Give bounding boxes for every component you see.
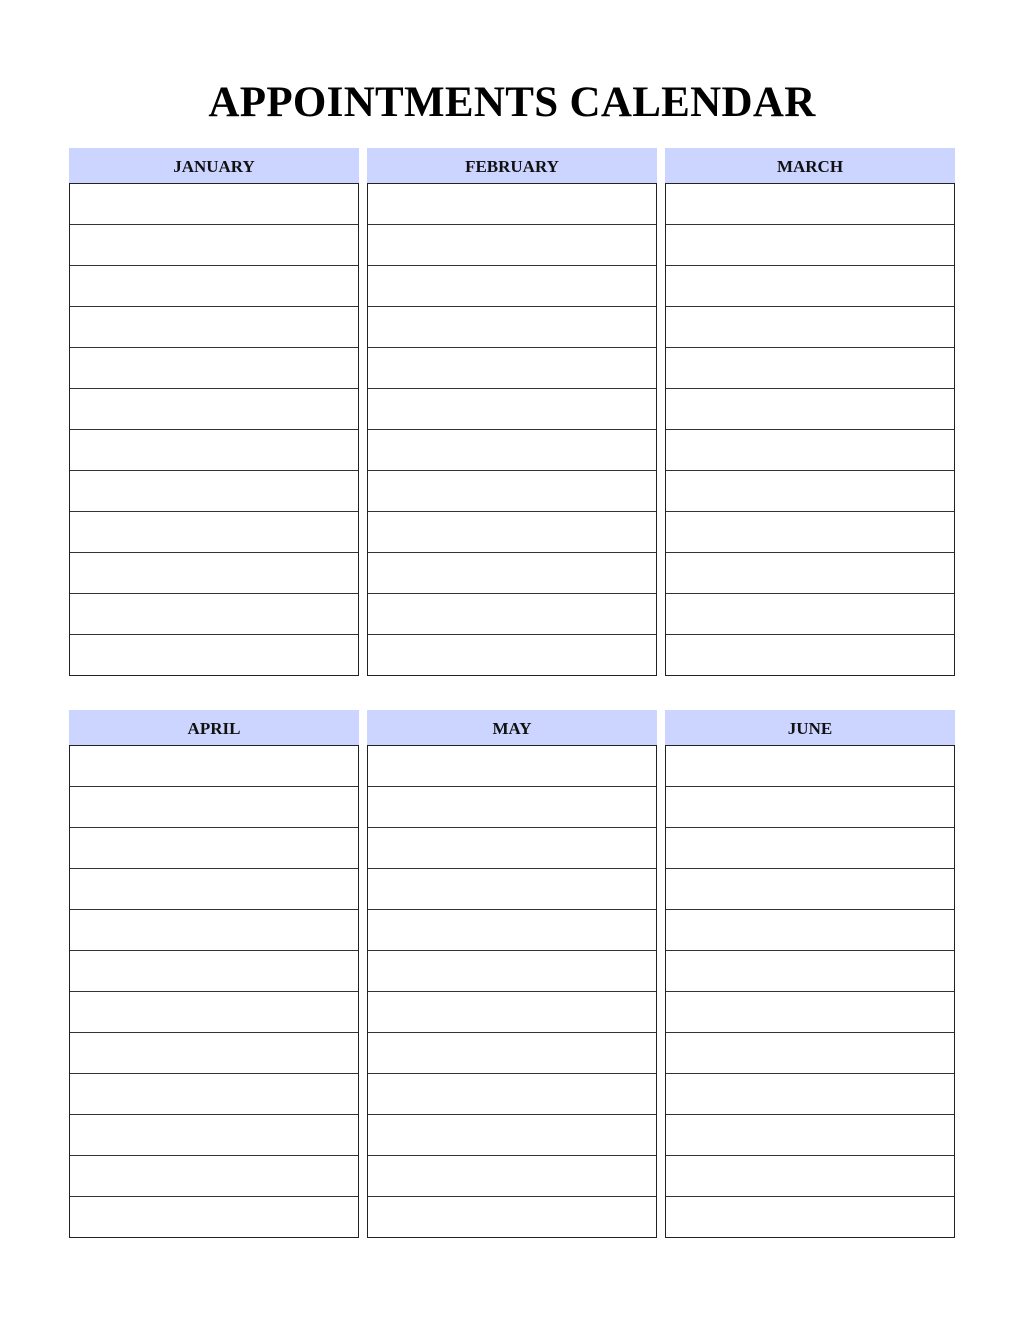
appointment-entry-field[interactable] [70,594,358,635]
month-header: MAY [367,710,657,745]
appointment-entry-field[interactable] [368,910,656,951]
month-february [367,148,657,676]
appointment-entry-field[interactable] [368,992,656,1033]
month-may [367,710,657,1238]
appointment-entry-field[interactable] [368,951,656,992]
appointment-entry-field[interactable] [666,1115,954,1156]
appointment-entry-field[interactable] [70,1156,358,1197]
appointment-rows [665,183,955,676]
appointment-entry-field[interactable] [70,828,358,869]
appointment-entry-field[interactable] [70,1074,358,1115]
appointment-entry-field[interactable] [70,225,358,266]
appointment-entry-field[interactable] [666,992,954,1033]
appointment-entry-field[interactable] [666,512,954,553]
month-header: MARCH [665,148,955,183]
appointment-entry-field[interactable] [368,512,656,553]
appointment-entry-field[interactable] [70,1033,358,1074]
appointment-entry-field[interactable] [70,389,358,430]
month-april [69,710,359,1238]
appointment-entry-field[interactable] [70,471,358,512]
appointment-entry-field[interactable] [666,1197,954,1237]
appointment-entry-field[interactable] [70,512,358,553]
month-header: FEBRUARY [367,148,657,183]
appointment-entry-field[interactable] [368,430,656,471]
appointment-entry-field[interactable] [70,635,358,675]
appointment-entry-field[interactable] [70,266,358,307]
appointment-entry-field[interactable] [368,594,656,635]
appointment-rows [367,745,657,1238]
calendar-block-2 [69,710,955,1238]
appointment-entry-field[interactable] [368,184,656,225]
appointment-entry-field[interactable] [70,430,358,471]
appointment-entry-field[interactable] [666,430,954,471]
appointment-entry-field[interactable] [368,1115,656,1156]
appointment-entry-field[interactable] [368,787,656,828]
appointment-entry-field[interactable] [666,951,954,992]
appointment-entry-field[interactable] [666,1156,954,1197]
appointment-entry-field[interactable] [70,951,358,992]
appointment-entry-field[interactable] [70,746,358,787]
appointment-entry-field[interactable] [666,266,954,307]
appointment-rows [367,183,657,676]
appointment-entry-field[interactable] [368,266,656,307]
appointment-entry-field[interactable] [70,184,358,225]
appointment-entry-field[interactable] [368,1156,656,1197]
appointment-entry-field[interactable] [368,1033,656,1074]
appointment-entry-field[interactable] [70,1197,358,1237]
appointment-entry-field[interactable] [666,1033,954,1074]
month-header: JUNE [665,710,955,745]
appointment-entry-field[interactable] [368,746,656,787]
appointment-entry-field[interactable] [368,307,656,348]
appointment-entry-field[interactable] [666,184,954,225]
appointment-entry-field[interactable] [666,910,954,951]
appointment-entry-field[interactable] [70,992,358,1033]
appointment-entry-field[interactable] [666,471,954,512]
appointment-rows [69,183,359,676]
appointment-entry-field[interactable] [666,828,954,869]
appointment-entry-field[interactable] [368,471,656,512]
appointment-rows [69,745,359,1238]
month-header: APRIL [69,710,359,745]
appointment-entry-field[interactable] [70,1115,358,1156]
appointment-entry-field[interactable] [70,307,358,348]
month-march [665,148,955,676]
appointment-entry-field[interactable] [666,635,954,675]
appointment-entry-field[interactable] [368,828,656,869]
appointment-entry-field[interactable] [666,553,954,594]
appointment-entry-field[interactable] [70,869,358,910]
calendar-block-1 [69,148,955,676]
month-january [69,148,359,676]
appointment-entry-field[interactable] [368,635,656,675]
month-june [665,710,955,1238]
appointment-entry-field[interactable] [666,869,954,910]
month-header: JANUARY [69,148,359,183]
appointment-entry-field[interactable] [666,746,954,787]
appointment-entry-field[interactable] [666,787,954,828]
appointment-entry-field[interactable] [70,348,358,389]
appointment-entry-field[interactable] [368,1074,656,1115]
appointment-entry-field[interactable] [70,910,358,951]
appointment-entry-field[interactable] [666,307,954,348]
appointment-rows [665,745,955,1238]
appointment-entry-field[interactable] [70,787,358,828]
appointment-entry-field[interactable] [666,348,954,389]
appointment-entry-field[interactable] [368,553,656,594]
appointment-entry-field[interactable] [70,553,358,594]
appointment-entry-field[interactable] [666,225,954,266]
appointment-entry-field[interactable] [368,348,656,389]
appointment-entry-field[interactable] [666,594,954,635]
appointment-entry-field[interactable] [368,225,656,266]
appointment-entry-field[interactable] [368,1197,656,1237]
appointment-entry-field[interactable] [666,1074,954,1115]
appointment-entry-field[interactable] [368,389,656,430]
appointment-entry-field[interactable] [368,869,656,910]
appointment-entry-field[interactable] [666,389,954,430]
page-title: APPOINTMENTS CALENDAR [208,79,816,126]
